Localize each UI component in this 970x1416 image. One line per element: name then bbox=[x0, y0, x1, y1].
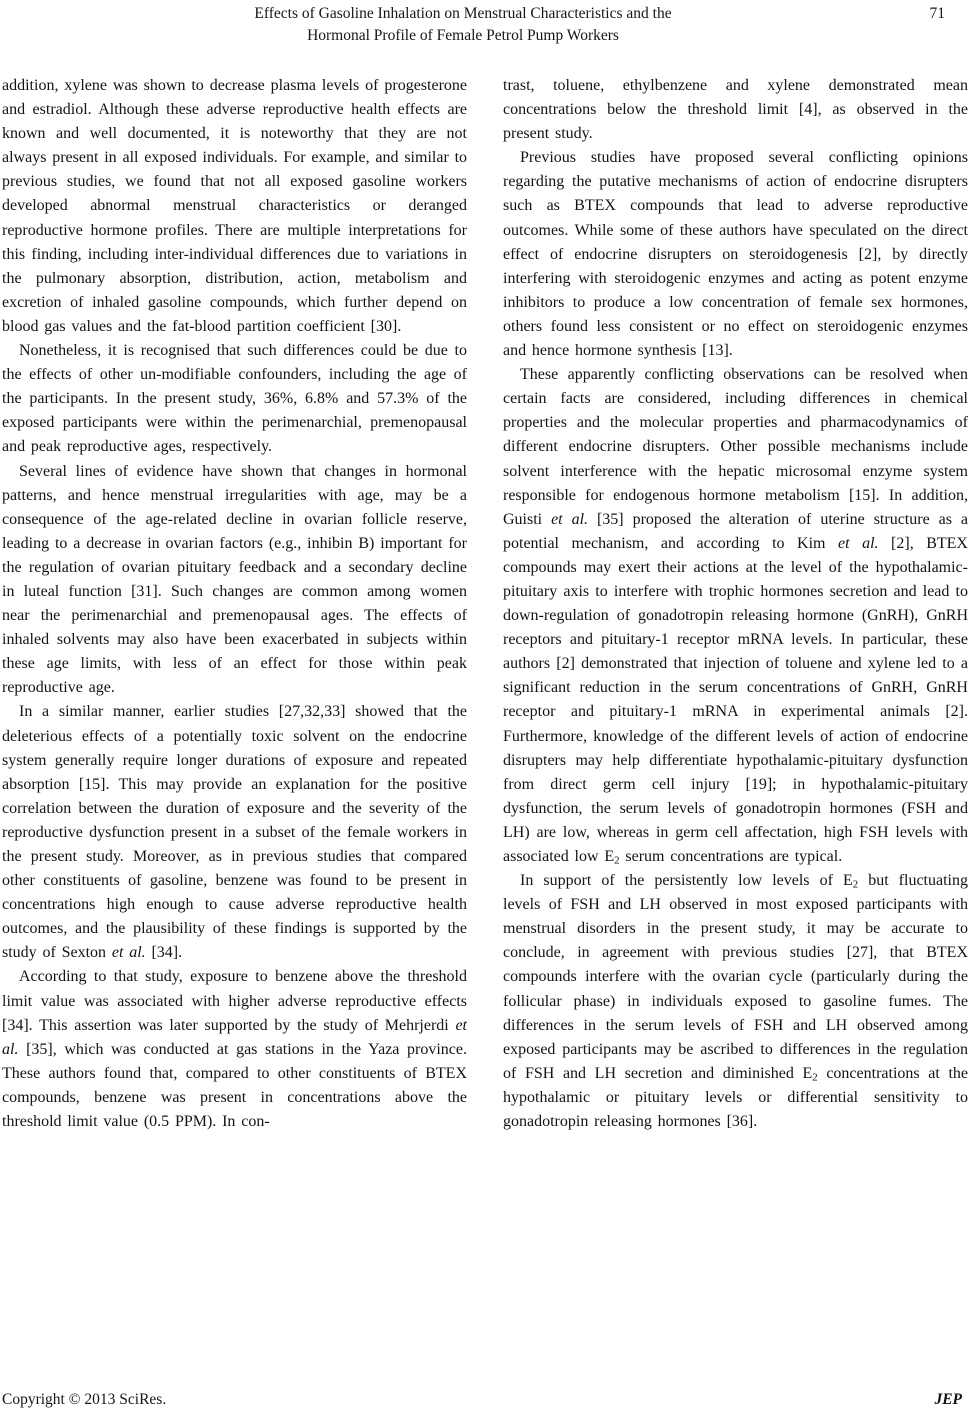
journal-abbreviation: JEP bbox=[934, 1391, 962, 1408]
page-number: 71 bbox=[929, 5, 945, 22]
italic-text-run: et al. bbox=[551, 510, 589, 528]
running-head-line2: Hormonal Profile of Female Petrol Pump Workers bbox=[307, 26, 619, 44]
text-run: Previous studies have proposed several conflicting opinions regarding the putative mechanisms of action of endocrine disrupters such as BTEX compounds that lead to adverse reproductive outcomes. While some of these authors have speculated on the direct effect of endocrine disrupters on steroidogenesis [2], by directly interfering with steroidogenic enzymes and acting as potent enzyme inhibitors to produce a low concentration of female sex hormones, others found less consistent or no effect on steroidogenic enzymes and hence hormone synthesis [13]. bbox=[503, 149, 968, 360]
body-columns bbox=[2, 74, 968, 1134]
text-run: According to that study, exposure to benzene above the threshold limit value was associated with higher adverse reproductive effects [34]. This assertion was later supported by the study of Mehrjerdi bbox=[2, 968, 467, 1034]
text-run: In a similar manner, earlier studies [27,32,33] showed that the deleterious effects of a potentially toxic solvent on the endocrine system generally require longer durations of exposure and repeated absorption [15]. This may provide an explanation for the positive correlation between the duration of exposure and the severity of the reproductive dysfunction present in a subset of the female workers in the present study. Moreover, as in previous studies that compared other constituents of gasoline, benzene was found to be present in concentrations high enough to cause adverse reproductive health outcomes, and the plausibility of these findings is supported by the study of Sexton bbox=[2, 703, 467, 962]
subscript-text-run: 2 bbox=[852, 878, 859, 891]
paragraph bbox=[503, 146, 968, 363]
running-head bbox=[0, 3, 926, 46]
text-run: serum concentrations are typical. bbox=[619, 848, 843, 865]
text-run: concentrations at the hypothalamic or pituitary levels or differential sensitivity to gonadotropin releasing hormones [36]. bbox=[503, 1064, 968, 1131]
text-run: These apparently conflicting observations can be resolved when certain facts are considered, including differences in chemical properties and the molecular properties and pharmacodynamics of different endocrine disrupters. Other possible mechanisms include solvent interference with the hepatic microsomal enzyme system responsible for endogenous hormone metabolism [15]. In addition, Guisti bbox=[503, 366, 968, 528]
paragraph bbox=[503, 869, 968, 1134]
italic-text-run: et al. bbox=[111, 944, 146, 962]
text-run: addition, xylene was shown to decrease plasma levels of progesterone and estradiol. Although these adverse reproductive health effects are known and well documented, it is noteworthy that they are not always present in all exposed individuals. For example, and similar to previous studies, we found that not all exposed gasoline workers developed abnormal menstrual characteristics or deranged reproductive hormone profiles. There are multiple interpretations for this finding, including inter-individual differences due to variations in the pulmonary absorption, distribution, action, metabolism and excretion of inhaled gasoline compounds, which further depend on blood gas values and the fat-blood partition coefficient [30]. bbox=[2, 77, 468, 335]
text-run: In support of the persistently low levels of E bbox=[520, 872, 853, 890]
column-right bbox=[503, 74, 968, 1134]
text-run: [34]. bbox=[145, 944, 183, 962]
column-left bbox=[2, 74, 467, 1134]
paragraph bbox=[2, 700, 467, 965]
paragraph bbox=[503, 363, 968, 869]
paragraph bbox=[503, 74, 968, 146]
copyright-notice: Copyright © 2013 SciRes. bbox=[2, 1391, 167, 1408]
paragraph bbox=[2, 460, 467, 701]
subscript-text-run: 2 bbox=[614, 854, 620, 867]
paragraph bbox=[2, 339, 467, 459]
running-head-line1: Effects of Gasoline Inhalation on Menstrual Characteristics and the bbox=[254, 5, 672, 22]
text-run: [35] proposed the alteration of uterine structure as a potential mechanism, and according to Kim bbox=[503, 510, 969, 552]
italic-text-run: et al. bbox=[2, 1016, 467, 1058]
italic-text-run: et al. bbox=[838, 534, 879, 552]
text-run: but fluctuating levels of FSH and LH observed in most exposed participants with menstrual disorders in the present study, it may be accurate to conclude, in agreement with previous studies [27], that BTEX compounds interfere with the ovarian cycle (particularly during the follicular phase) in individuals exposed to gasoline fumes. The differences in the serum levels of FSH and LH observed among exposed participants may be ascribed to differences in the regulation of FSH and LH secretion and diminished E bbox=[503, 872, 968, 1082]
text-run: Nonetheless, it is recognised that such differences could be due to the effects of other un-modifiable confounders, including the age of the participants. In the present study, 36%, 6.8% and 57.3% of the exposed participants were within the perimenarchial, premenopausal and peak reproductive ages, respectively. bbox=[2, 342, 467, 456]
text-run: Several lines of evidence have shown that changes in hormonal patterns, and hence menstrual irregularities with age, may be a consequence of the age-related decline in ovarian follicle reserve, leading to a decrease in ovarian factors (e.g., inhibin B) important for the regulation of ovarian pituitary feedback and a secondary decline in luteal function [31]. Such changes are common among women near the perimenarchial and premenopausal ages. The effects of inhaled solvents may also have been exacerbated in subjects within these age limits, with less of an effect for those within peak reproductive age. bbox=[2, 462, 467, 697]
paragraph bbox=[2, 965, 467, 1134]
subscript-text-run: 2 bbox=[812, 1071, 818, 1084]
text-run: [35], which was conducted at gas stations in the Yaza province. These authors found that, compared to other constituents of BTEX compounds, benzene was present in concentrations above the threshold limit value (0.5 PPM). In con- bbox=[2, 1040, 467, 1131]
text-run: [2], BTEX compounds may exert their actions at the level of the hypothalamic-pituitary axis to interfere with trophic hormones secretion and lead to down-regulation of gonadotropin releasing hormone (GnRH), GnRH receptors and pituitary-1 receptor mRNA levels. In particular, these authors [2] demonstrated that injection of toluene and xylene led to a significant reduction in the serum concentrations of GnRH, GnRH receptor and pituitary-1 mRNA in experimental animals [2]. Furthermore, knowledge of the different levels of action of endocrine disrupters may help differentiate hypothalamic-pituitary dysfunction from direct germ cell injury [19]; in hypothalamic-pituitary dysfunction, the serum levels of gonadotropin hormones (FSH and LH) are low, whereas in germ cell affectation, high FSH levels with associated low E bbox=[503, 534, 968, 865]
paragraph bbox=[2, 74, 467, 339]
text-run: trast, toluene, ethylbenzene and xylene demonstrated mean concentrations below the threshold limit [4], as observed in the present study. bbox=[503, 77, 968, 143]
